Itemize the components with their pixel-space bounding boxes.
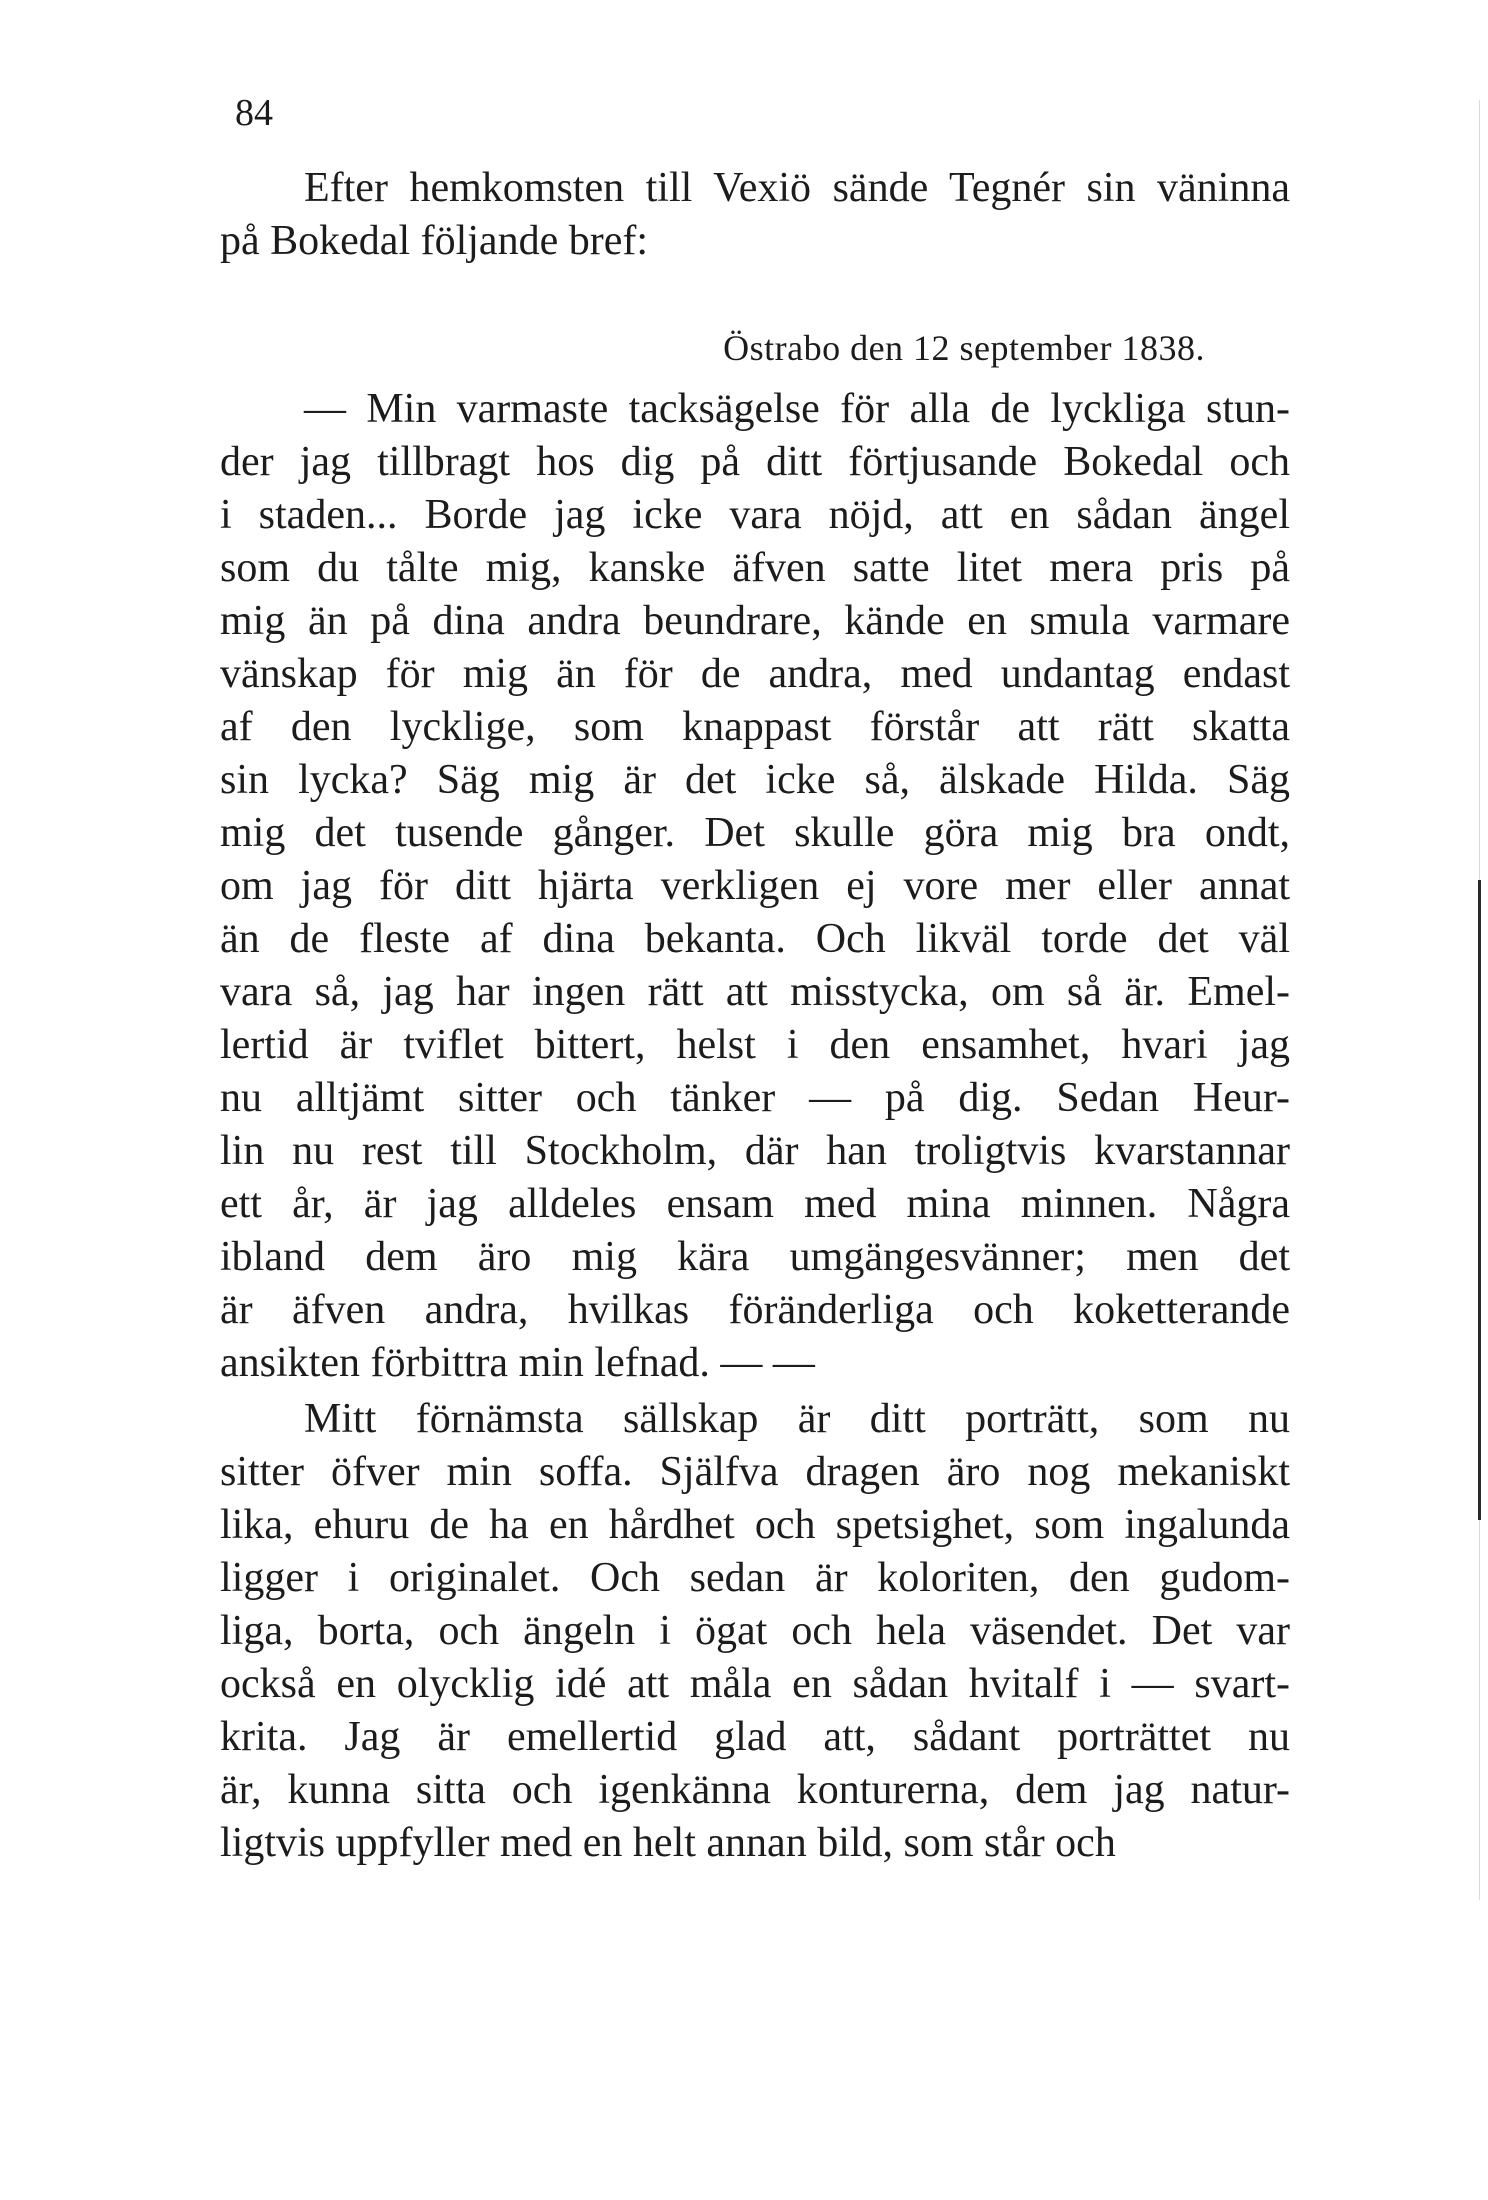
page-number: 84 (235, 92, 273, 134)
intro-paragraph (220, 162, 1290, 268)
text-line: ansikten förbittra min lefnad. — — (220, 1340, 815, 1386)
text-line: ligger i originalet. Och sedan är koloriten, den gudom- (220, 1555, 1290, 1601)
text-line: lin nu rest till Stockholm, där han troligtvis kvarstannar (220, 1128, 1290, 1174)
text-line: är, kunna sitta och igenkänna konturerna, dem jag natur- (220, 1767, 1290, 1813)
text-line: vänskap för mig än för de andra, med undantag endast (220, 651, 1290, 697)
text-line: lika, ehuru de ha en hårdhet och spetsighet, som ingalunda (220, 1502, 1290, 1548)
text-line: ibland dem äro mig kära umgängesvänner; men det (220, 1234, 1290, 1280)
letter-paragraph-2 (220, 1393, 1290, 1870)
text-line: krita. Jag är emellertid glad att, sådant porträttet nu (220, 1714, 1290, 1760)
text-line: som du tålte mig, kanske äfven satte litet mera pris på (220, 545, 1290, 591)
text-line: der jag tillbragt hos dig på ditt förtjusande Bokedal och (220, 439, 1290, 485)
text-line: ett år, är jag alldeles ensam med mina minnen. Några (220, 1181, 1290, 1227)
letter-dateline: Östrabo den 12 september 1838. (723, 328, 1205, 368)
text-line: än de fleste af dina bekanta. Och likväl torde det väl (220, 916, 1290, 962)
text-line: lertid är tviflet bittert, helst i den ensamhet, hvari jag (220, 1022, 1290, 1068)
text-line: af den lycklige, som knappast förstår att rätt skatta (220, 704, 1290, 750)
page-edge-shadow (1478, 880, 1481, 1520)
text-line: liga, borta, och ängeln i ögat och hela väsendet. Det var (220, 1608, 1290, 1654)
text-line: om jag för ditt hjärta verkligen ej vore mer eller annat (220, 863, 1290, 909)
text-line: — Min varmaste tacksägelse för alla de lyckliga stun- (304, 386, 1290, 432)
text-line: är äfven andra, hvilkas föränderliga och koketterande (220, 1287, 1290, 1333)
text-line: Mitt förnämsta sällskap är ditt porträtt, som nu (304, 1396, 1290, 1442)
text-line: mig det tusende gånger. Det skulle göra mig bra ondt, (220, 810, 1290, 856)
text-line: i staden... Borde jag icke vara nöjd, att en sådan ängel (220, 492, 1290, 538)
text-line: sitter öfver min soffa. Själfva dragen äro nog mekaniskt (220, 1449, 1290, 1495)
text-line: mig än på dina andra beundrare, kände en smula varmare (220, 598, 1290, 644)
text-line: vara så, jag har ingen rätt att misstycka, om så är. Emel- (220, 969, 1290, 1015)
text-line: ligtvis uppfyller med en helt annan bild, som står och (220, 1820, 1116, 1866)
text-line: nu alltjämt sitter och tänker — på dig. Sedan Heur- (220, 1075, 1290, 1121)
text-line: på Bokedal följande bref: (220, 218, 648, 264)
letter-paragraph-1 (220, 383, 1290, 1390)
text-line: också en olycklig idé att måla en sådan hvitalf i — svart- (220, 1661, 1290, 1707)
text-line: sin lycka? Säg mig är det icke så, älskade Hilda. Säg (220, 757, 1290, 803)
text-line: Efter hemkomsten till Vexiö sände Tegnér sin väninna (304, 165, 1290, 211)
